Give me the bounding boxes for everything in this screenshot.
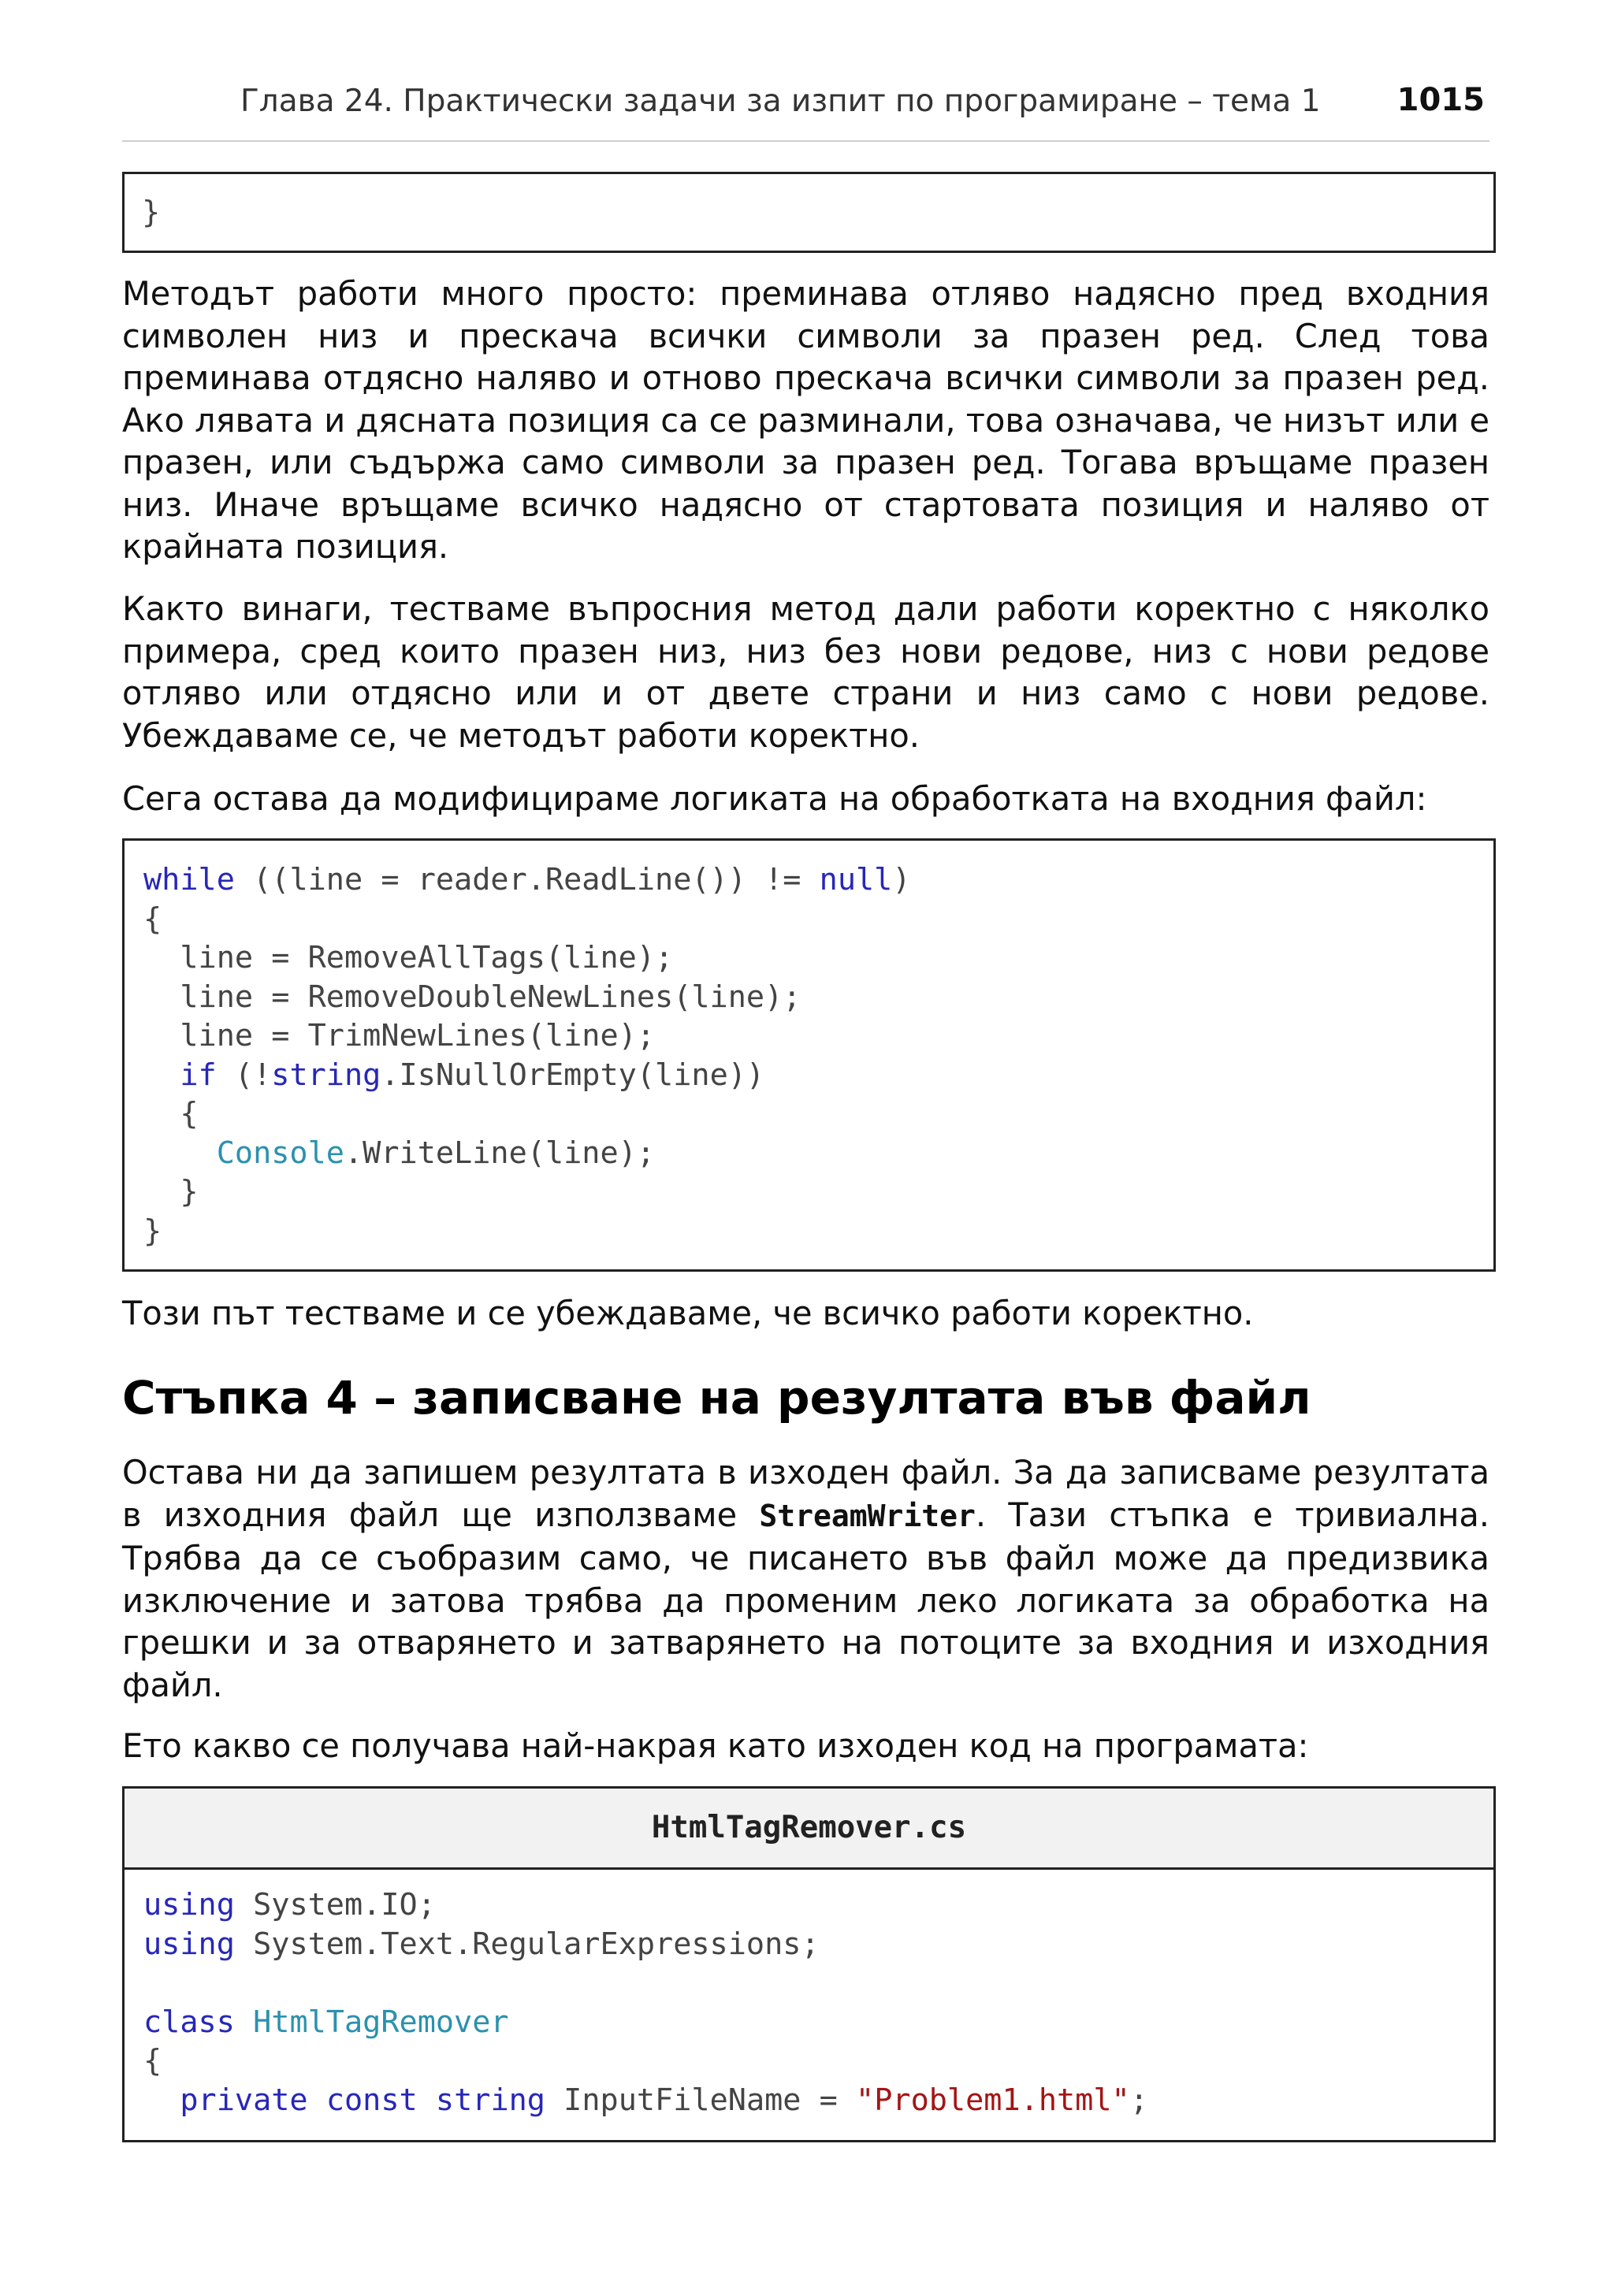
section-heading: Стъпка 4 – записване на резултата във файл (122, 1371, 1311, 1425)
chapter-title: Глава 24. Практически задачи за изпит по програмиране – тема 1 (240, 84, 1321, 119)
code-line: Console.WriteLine(line); (216, 1135, 656, 1171)
paragraph-write-output (122, 1451, 1489, 1706)
code-line: if (!string.IsNullOrEmpty(line)) (180, 1057, 765, 1093)
code-block-html-tag-remover (122, 1786, 1496, 2142)
paragraph-test-result: Този път тестваме и се убеждаваме, че всичко работи коректно. (122, 1294, 1254, 1332)
code-line: line = RemoveAllTags(line); (143, 940, 674, 975)
code-keyword: using (143, 1926, 235, 1962)
code-keyword: while (143, 862, 235, 897)
code-body (125, 1870, 1493, 2120)
code-block-while-loop (122, 838, 1496, 1272)
code-keyword: string (271, 1057, 381, 1093)
code-keyword: private (180, 2082, 308, 2118)
inline-code-streamwriter: StreamWriter (759, 1498, 976, 1533)
paragraph-method-explanation: Методът работи много просто: преминава отляво надясно пред входния символен низ и прескача всички символи за празен ред. След това преминава отдясно наляво и отново прескача всички символи за празен ред. Ако лявата и дясната позиция са се разминали, това означава, че низът или е празен, или съдържа само символи за празен ред. Тогава връщаме празен низ. Иначе връщаме всичко надясно от стартовата позиция и наляво от крайната позиция. (122, 274, 1489, 566)
code-line (143, 1963, 1493, 2003)
code-block-continuation (122, 172, 1496, 253)
code-string-literal: "Problem1.html" (856, 2082, 1130, 2118)
code-type: Console (216, 1135, 344, 1171)
code-keyword: string (435, 2082, 545, 2118)
paragraph-modify-logic: Сега остава да модифицираме логиката на обработката на входния файл: (122, 779, 1427, 818)
code-keyword: using (143, 1887, 235, 1923)
code-line (143, 2003, 1493, 2042)
code-line: private const string InputFileName = "Problem1.html"; (180, 2082, 1148, 2118)
code-line: } (142, 195, 161, 230)
code-line: using System.Text.RegularExpressions; (143, 1926, 820, 1962)
code-line: using System.IO; (143, 1887, 436, 1923)
code-keyword: const (325, 2082, 418, 2118)
paragraph-text: Остава ни да запишем резултата в изходен файл. За да записваме резултата в изходния файл ще използваме (122, 1453, 1489, 1534)
code-line: line = TrimNewLines(line); (143, 1018, 656, 1053)
code-keyword: null (819, 862, 893, 897)
code-line: { (143, 901, 162, 937)
code-line: { (143, 2043, 162, 2079)
code-line: } (143, 1213, 162, 1249)
code-keyword: if (180, 1057, 217, 1093)
page-header (122, 79, 1489, 142)
code-type: HtmlTagRemover (253, 2004, 509, 2040)
code-line: while ((line = reader.ReadLine()) != null) (143, 862, 911, 897)
code-line: { (143, 1096, 199, 1131)
code-line: } (143, 1174, 199, 1209)
code-keyword: class (143, 2004, 235, 2040)
paragraph-final-code-intro: Ето какво се получава най-накрая като изходен код на програмата: (122, 1726, 1309, 1765)
page-number: 1015 (1396, 82, 1485, 118)
code-line: line = RemoveDoubleNewLines(line); (143, 979, 801, 1015)
paragraph-text: . Тази стъпка е тривиална. Трябва да се съобразим само, че писането във файл може да предизвика изключение и затова трябва да променим леко логиката за обработка на грешки и за отварянето и затварянето на потоците за входния и изходния файл. (122, 1495, 1489, 1704)
paragraph-testing: Както винаги, тестваме въпросния метод дали работи коректно с няколко примера, сред които празен низ, низ без нови редове, низ с нови редове отляво или отдясно или и от двете страни и низ само с нови редове. Убеждаваме се, че методът работи коректно. (122, 589, 1489, 755)
code-file-name: HtmlTagRemover.cs (125, 1789, 1493, 1870)
